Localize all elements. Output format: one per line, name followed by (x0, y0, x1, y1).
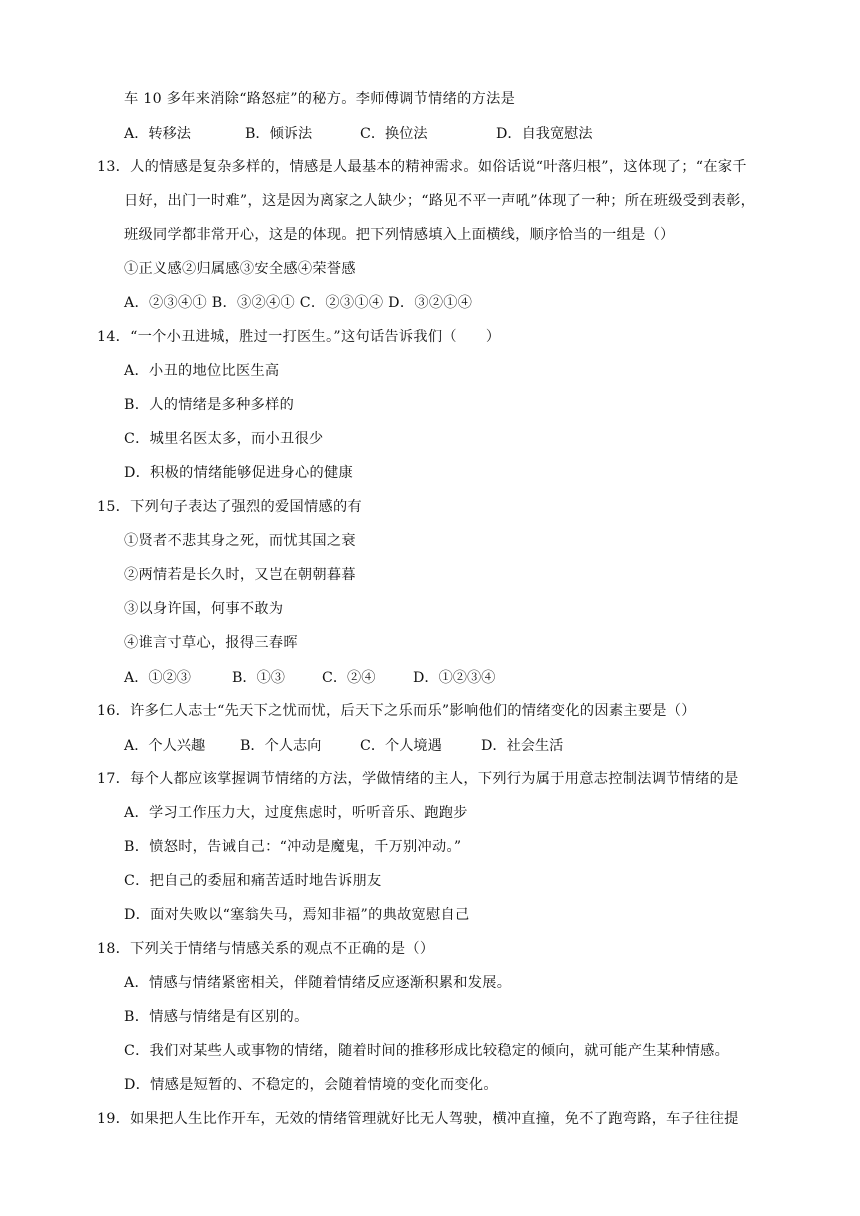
q13-options: A．②③④① B．③②④① C．②③①④ D．③②①④ (124, 295, 473, 311)
q13-stem: 13．人的情感是复杂多样的，情感是人最基本的精神需求。如俗话说“叶落归根”，这体现了；“在家千 (97, 159, 747, 175)
q18-option-b: B．情感与情绪是有区别的。 (124, 1009, 309, 1025)
q12-stem-tail: 车 10 多年来消除“路怒症”的秘方。李师傅调节情绪的方法是 (124, 91, 516, 107)
q16-option-b: B．个人志向 (240, 738, 322, 754)
q13-stem-line2: 日好，出门一时难”，这是因为离家之人缺少；“路见不平一声吼”体现了一种；所在班级受到表彰， (124, 193, 756, 209)
q14-option-a: A．小丑的地位比医生高 (124, 363, 280, 379)
q18-option-d: D．情感是短暂的、不稳定的，会随着情境的变化而变化。 (124, 1077, 498, 1093)
q17-stem: 17．每个人都应该掌握调节情绪的方法，学做情绪的主人，下列行为属于用意志控制法调节情绪的是 (97, 771, 739, 787)
q14-option-b: B．人的情绪是多种多样的 (124, 397, 295, 413)
q16-option-c: C．个人境遇 (360, 738, 442, 754)
q18-stem: 18．下列关于情绪与情感关系的观点不正确的是（） (97, 941, 435, 957)
q14-stem: 14．“一个小丑进城，胜过一打医生。”这句话告诉我们（ ） (97, 329, 501, 345)
q17-option-d: D．面对失败以“塞翁失马，焉知非福”的典故宽慰自己 (124, 907, 470, 923)
q15-option-d: D．①②③④ (413, 670, 496, 686)
q18-option-a: A．情感与情绪紧密相关，伴随着情绪反应逐渐积累和发展。 (124, 975, 512, 991)
q14-option-c: C．城里名医太多，而小丑很少 (124, 431, 324, 447)
q19-stem: 19．如果把人生比作开车，无效的情绪管理就好比无人驾驶，横冲直撞，免不了跑弯路，车子往往提 (97, 1111, 739, 1127)
q12-option-d: D．自我宽慰法 (496, 126, 593, 142)
q17-option-c: C．把自己的委屈和痛苦适时地告诉朋友 (124, 873, 382, 889)
q15-option-a: A．①②③ (124, 670, 191, 686)
q15-option-c: C．②④ (322, 670, 376, 686)
q15-sentence-1: ①贤者不悲其身之死，而忧其国之衰 (124, 533, 356, 549)
q12-option-b: B．倾诉法 (245, 126, 313, 142)
q15-sentence-4: ④谁言寸草心，报得三春晖 (124, 635, 298, 651)
q12-option-a: A．转移法 (124, 126, 191, 142)
q16-option-a: A．个人兴趣 (124, 738, 206, 754)
q15-option-b: B．①③ (232, 670, 285, 686)
q15-stem: 15．下列句子表达了强烈的爱国情感的有 (97, 499, 362, 515)
q13-items: ①正义感②归属感③安全感④荣誉感 (124, 261, 356, 277)
q16-option-d: D．社会生活 (481, 738, 564, 754)
q14-option-d: D．积极的情绪能够促进身心的健康 (124, 465, 353, 481)
q17-option-a: A．学习工作压力大，过度焦虑时，听听音乐、跑跑步 (124, 805, 468, 821)
q18-option-c: C．我们对某些人或事物的情绪，随着时间的推移形成比较稳定的倾向，就可能产生某种情感。 (124, 1043, 730, 1059)
q13-stem-line3: 班级同学都非常开心，这是的体现。把下列情感填入上面横线，顺序恰当的一组是（） (124, 227, 675, 243)
q16-stem: 16．许多仁人志士“先天下之忧而忧，后天下之乐而乐”影响他们的情绪变化的因素主要是（） (97, 703, 696, 719)
q12-option-c: C．换位法 (360, 126, 428, 142)
q17-option-b: B．愤怒时，告诫自己：“冲动是魔鬼，千万别冲动。” (124, 839, 462, 855)
q15-sentence-3: ③以身许国，何事不敢为 (124, 601, 284, 617)
q15-sentence-2: ②两情若是长久时，又岂在朝朝暮暮 (124, 567, 356, 583)
